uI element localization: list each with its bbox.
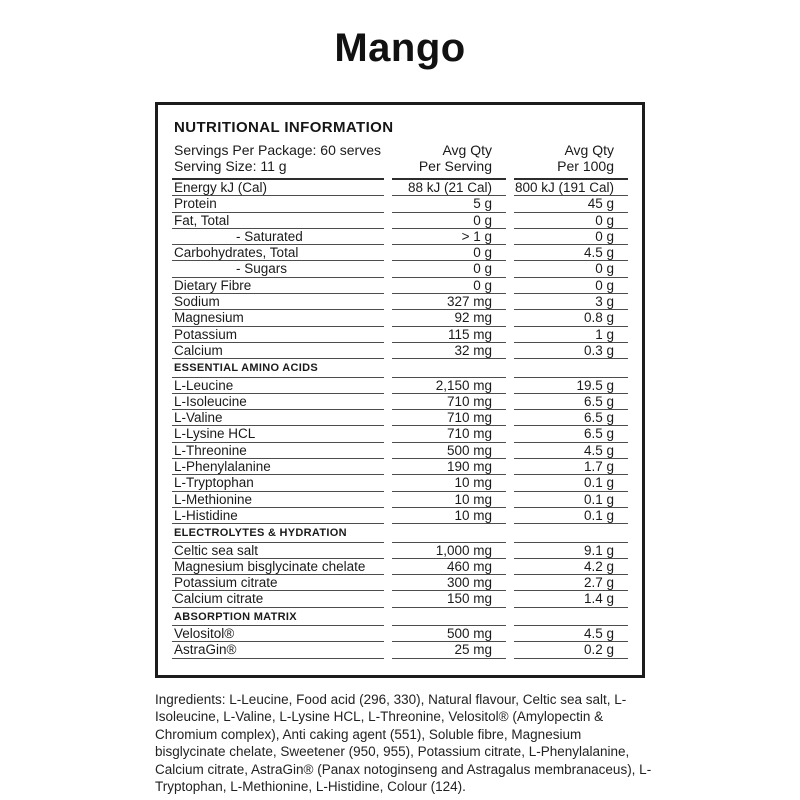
per-100g-value: 45 g bbox=[514, 196, 628, 212]
nutrient-name: Potassium citrate bbox=[172, 575, 384, 591]
nutrient-row bbox=[172, 310, 628, 326]
nutrient-name: L-Histidine bbox=[172, 508, 384, 524]
per-serving-value: 460 mg bbox=[392, 559, 506, 575]
per-100g-value: 9.1 g bbox=[514, 543, 628, 559]
nutrient-name: Magnesium bisglycinate chelate bbox=[172, 559, 384, 575]
per-serving-value: 710 mg bbox=[392, 410, 506, 426]
per-serving-value: 10 mg bbox=[392, 492, 506, 508]
per-100g-value: 0 g bbox=[514, 278, 628, 294]
section-header-row bbox=[172, 608, 628, 626]
col-header-per-serving-line1: Avg Qty bbox=[442, 142, 492, 158]
section-empty-cell bbox=[514, 524, 628, 542]
per-100g-value: 4.5 g bbox=[514, 626, 628, 642]
per-100g-value: 0.1 g bbox=[514, 475, 628, 491]
nutrient-row bbox=[172, 229, 628, 245]
per-serving-value: 5 g bbox=[392, 196, 506, 212]
nutrient-name: Energy kJ (Cal) bbox=[172, 180, 384, 196]
per-100g-value: 6.5 g bbox=[514, 410, 628, 426]
nutrient-name: L-Leucine bbox=[172, 378, 384, 394]
per-100g-value: 0 g bbox=[514, 261, 628, 277]
nutrient-row bbox=[172, 508, 628, 524]
col-header-per-100g-line1: Avg Qty bbox=[564, 142, 614, 158]
nutrient-row bbox=[172, 278, 628, 294]
nutrient-name: L-Threonine bbox=[172, 443, 384, 459]
nutrient-row bbox=[172, 327, 628, 343]
nutrient-name: - Sugars bbox=[172, 261, 384, 277]
per-100g-value: 0 g bbox=[514, 229, 628, 245]
nutrient-row bbox=[172, 443, 628, 459]
nutrient-name: Celtic sea salt bbox=[172, 543, 384, 559]
servings-info bbox=[172, 143, 384, 180]
per-100g-value: 4.5 g bbox=[514, 443, 628, 459]
nutrient-name: L-Isoleucine bbox=[172, 394, 384, 410]
nutrient-name: Velositol® bbox=[172, 626, 384, 642]
nutrient-row bbox=[172, 492, 628, 508]
nutrient-name: AstraGin® bbox=[172, 642, 384, 658]
section-empty-cell bbox=[514, 359, 628, 377]
nutrient-row bbox=[172, 426, 628, 442]
per-100g-value: 0.8 g bbox=[514, 310, 628, 326]
per-100g-value: 1 g bbox=[514, 327, 628, 343]
nutrient-row bbox=[172, 196, 628, 212]
per-100g-value: 6.5 g bbox=[514, 426, 628, 442]
nutrient-row bbox=[172, 459, 628, 475]
nutrient-row bbox=[172, 180, 628, 196]
per-serving-value: 710 mg bbox=[392, 394, 506, 410]
nutrient-row bbox=[172, 245, 628, 261]
nutrient-name: Protein bbox=[172, 196, 384, 212]
section-empty-cell bbox=[392, 359, 506, 377]
nutrient-name: L-Tryptophan bbox=[172, 475, 384, 491]
section-empty-cell bbox=[392, 608, 506, 626]
per-serving-value: 500 mg bbox=[392, 626, 506, 642]
per-100g-value: 0.1 g bbox=[514, 492, 628, 508]
nutrient-name: Sodium bbox=[172, 294, 384, 310]
page bbox=[0, 26, 800, 796]
nutrient-row bbox=[172, 378, 628, 394]
nutrition-table bbox=[164, 143, 636, 659]
nutrient-name: Fat, Total bbox=[172, 213, 384, 229]
nutrient-name: L-Valine bbox=[172, 410, 384, 426]
per-100g-value: 0.3 g bbox=[514, 343, 628, 359]
nutrient-row bbox=[172, 394, 628, 410]
col-header-per-100g-line2: Per 100g bbox=[557, 157, 614, 174]
per-serving-value: 190 mg bbox=[392, 459, 506, 475]
per-serving-value: 115 mg bbox=[392, 327, 506, 343]
nutrition-panel bbox=[155, 102, 645, 678]
nutrient-row bbox=[172, 475, 628, 491]
per-100g-value: 3 g bbox=[514, 294, 628, 310]
per-serving-value: 500 mg bbox=[392, 443, 506, 459]
per-serving-value: 92 mg bbox=[392, 310, 506, 326]
per-serving-value: 0 g bbox=[392, 278, 506, 294]
nutrient-row bbox=[172, 294, 628, 310]
per-serving-value: 25 mg bbox=[392, 642, 506, 658]
nutrition-table-body bbox=[172, 180, 628, 659]
per-serving-value: 0 g bbox=[392, 213, 506, 229]
nutrient-name: L-Lysine HCL bbox=[172, 426, 384, 442]
per-100g-value: 2.7 g bbox=[514, 575, 628, 591]
per-serving-value: 150 mg bbox=[392, 591, 506, 607]
flavour-title: Mango bbox=[334, 26, 466, 70]
nutrient-row bbox=[172, 213, 628, 229]
per-100g-value: 800 kJ (191 Cal) bbox=[514, 180, 628, 196]
per-serving-value: 710 mg bbox=[392, 426, 506, 442]
nutrient-row bbox=[172, 642, 628, 658]
nutrient-row bbox=[172, 626, 628, 642]
per-serving-value: 0 g bbox=[392, 261, 506, 277]
section-title: ABSORPTION MATRIX bbox=[172, 608, 384, 626]
nutrient-name: Magnesium bbox=[172, 310, 384, 326]
section-header-row bbox=[172, 524, 628, 542]
nutrient-row bbox=[172, 410, 628, 426]
nutrient-name: Potassium bbox=[172, 327, 384, 343]
per-serving-value: 10 mg bbox=[392, 508, 506, 524]
col-header-per-100g bbox=[514, 143, 628, 180]
servings-per-package: Servings Per Package: 60 serves bbox=[174, 142, 381, 158]
per-100g-value: 1.7 g bbox=[514, 459, 628, 475]
per-serving-value: 0 g bbox=[392, 245, 506, 261]
nutrient-name: Calcium bbox=[172, 343, 384, 359]
serving-size: Serving Size: 11 g bbox=[174, 157, 287, 174]
per-100g-value: 4.5 g bbox=[514, 245, 628, 261]
per-serving-value: 1,000 mg bbox=[392, 543, 506, 559]
nutrient-row bbox=[172, 261, 628, 277]
section-empty-cell bbox=[514, 608, 628, 626]
per-serving-value: 300 mg bbox=[392, 575, 506, 591]
per-serving-value: 32 mg bbox=[392, 343, 506, 359]
col-header-per-serving bbox=[392, 143, 506, 180]
nutrient-name: L-Phenylalanine bbox=[172, 459, 384, 475]
per-100g-value: 0.2 g bbox=[514, 642, 628, 658]
per-serving-value: 88 kJ (21 Cal) bbox=[392, 180, 506, 196]
section-empty-cell bbox=[392, 524, 506, 542]
section-header-row bbox=[172, 359, 628, 377]
nutrient-row bbox=[172, 575, 628, 591]
per-serving-value: > 1 g bbox=[392, 229, 506, 245]
nutrient-row bbox=[172, 559, 628, 575]
nutrient-row bbox=[172, 591, 628, 607]
per-serving-value: 2,150 mg bbox=[392, 378, 506, 394]
nutrient-name: Calcium citrate bbox=[172, 591, 384, 607]
table-header-row bbox=[172, 143, 628, 180]
ingredients-paragraph: Ingredients: L-Leucine, Food acid (296, 330), Natural flavour, Celtic sea salt, L-Isoleucine, L-Valine, L-Lysine HCL, L-Threonine, Velositol® (Amylopectin & Chromium complex), Anti caking agent (551), Soluble fibre, Magnesium bisglycinate chelate, Sweetener (950, 955), Potassium citrate, L-Phenylalanine, Calcium citrate, AstraGin® (Panax notoginseng and Astragalus membranaceus), L-Tryptophan, L-Methionine, L-Histidine, Colour (124). bbox=[155, 691, 652, 795]
section-title: ESSENTIAL AMINO ACIDS bbox=[172, 359, 384, 377]
panel-heading: NUTRITIONAL INFORMATION bbox=[174, 119, 394, 136]
section-title: ELECTROLYTES & HYDRATION bbox=[172, 524, 384, 542]
nutrient-name: - Saturated bbox=[172, 229, 384, 245]
nutrient-name: Carbohydrates, Total bbox=[172, 245, 384, 261]
col-header-per-serving-line2: Per Serving bbox=[418, 157, 492, 174]
per-100g-value: 19.5 g bbox=[514, 378, 628, 394]
per-100g-value: 0 g bbox=[514, 213, 628, 229]
per-100g-value: 1.4 g bbox=[514, 591, 628, 607]
nutrient-row bbox=[172, 343, 628, 359]
per-100g-value: 0.1 g bbox=[514, 508, 628, 524]
nutrient-row bbox=[172, 543, 628, 559]
nutrient-name: Dietary Fibre bbox=[172, 278, 384, 294]
nutrient-name: L-Methionine bbox=[172, 492, 384, 508]
per-100g-value: 6.5 g bbox=[514, 394, 628, 410]
per-100g-value: 4.2 g bbox=[514, 559, 628, 575]
per-serving-value: 10 mg bbox=[392, 475, 506, 491]
per-serving-value: 327 mg bbox=[392, 294, 506, 310]
